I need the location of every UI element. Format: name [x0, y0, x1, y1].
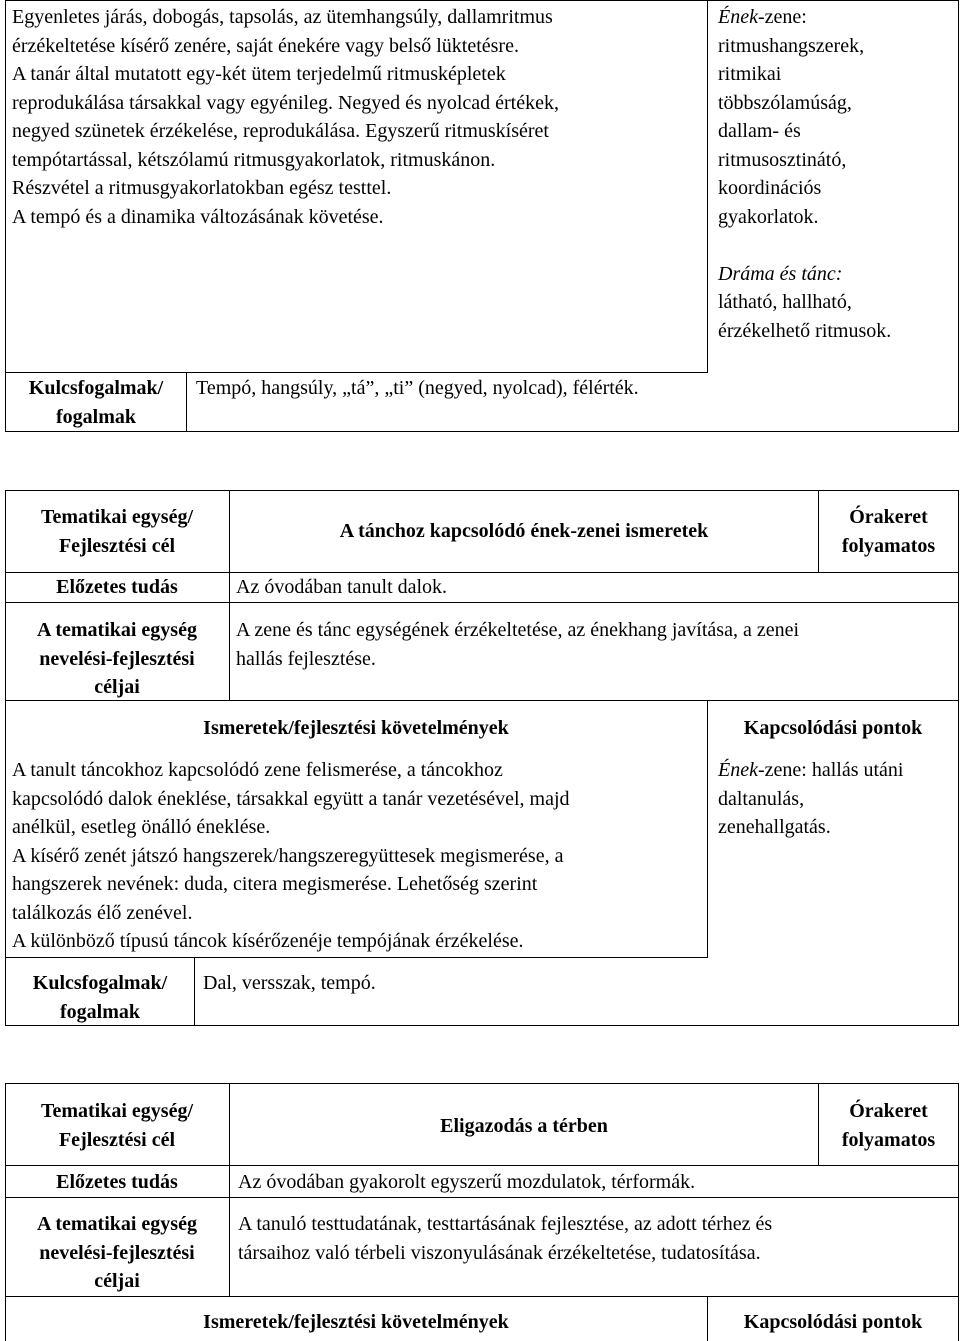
subject-name: Ének	[718, 759, 758, 781]
ismeretek-header: Ismeretek/fejlesztési követelmények	[203, 717, 509, 739]
requirement-line: A tanult táncokhoz kapcsolódó zene felismerése, a táncokhoz	[12, 759, 503, 781]
ismeretek-text	[12, 756, 704, 956]
elozetes-value: Az óvodában tanult dalok.	[236, 576, 448, 598]
tematikai-label: Tematikai egység/ Fejlesztési cél	[40, 1100, 194, 1151]
requirement-line: hangszerek nevének: duda, citera megismerése. Lehetőség szerint	[12, 873, 538, 895]
celjai-value: A zene és tánc egységének érzékeltetése, az énekhang javítása, a zenei hallás fejlesztése.	[236, 619, 800, 670]
connection-line: ritmusosztinátó,	[718, 148, 847, 171]
ismeretek-header: Ismeretek/fejlesztési követelmények	[203, 1311, 509, 1333]
connection-line: érzékelhető ritmusok.	[718, 319, 892, 342]
subject-name: Ének	[718, 6, 758, 28]
connection-line: koordinációs	[718, 177, 822, 199]
celjai-value: A tanuló testtudatának, testtartásának fejlesztése, az adott térhez és társaihoz való térbeli viszonyulásának érzékeltetése, tudatosítása.	[238, 1213, 773, 1264]
requirement-line: tempótartással, kétszólamú ritmusgyakorlatok, ritmuskánon.	[12, 148, 496, 171]
key-concepts-value: Tempó, hangsúly, „tá”, „ti” (negyed, nyolcad), félérték.	[196, 377, 639, 399]
connection-points	[718, 3, 956, 345]
requirement-line: negyed szünetek érzékelése, reprodukálása. Egyszerű ritmuskíséret	[12, 120, 549, 142]
requirement-line: anélkül, esetleg önálló éneklése.	[12, 816, 271, 838]
connection-line: látható, hallható,	[718, 291, 852, 313]
requirement-line: A tempó és a dinamika változásának követése.	[12, 205, 384, 228]
unit-title: Eligazodás a térben	[440, 1115, 608, 1137]
kapcsolodasi-header: Kapcsolódási pontok	[743, 717, 923, 739]
connection-line: ritmushangszerek,	[718, 34, 865, 57]
connection-line: ritmikai	[718, 63, 782, 85]
requirement-line: A különböző típusú táncok kísérőzenéje tempójának érzékelése.	[12, 930, 524, 952]
orakeret: Órakeret folyamatos	[841, 1100, 936, 1151]
key-concepts-label: Kulcsfogalmak/ fogalmak	[28, 377, 164, 428]
requirement-line: Részvétel a ritmusgyakorlatokban egész testtel.	[12, 177, 392, 199]
connection-line: dallam- és	[718, 120, 801, 142]
connection-line: daltanulás,	[718, 787, 805, 810]
requirement-line: érzékeltetése kísérő zenére, saját énekére vagy belső lüktetésre.	[12, 34, 519, 57]
connection-line: többszólamúság,	[718, 91, 852, 114]
requirement-line: Egyenletes járás, dobogás, tapsolás, az ütemhangsúly, dallamritmus	[12, 6, 553, 28]
elozetes-label: Előzetes tudás	[56, 1171, 178, 1193]
requirement-line: A tanár által mutatott egy-két ütem terjedelmű ritmusképletek	[12, 63, 506, 85]
subject-suffix: -zene: hallás utáni	[757, 759, 904, 781]
requirement-line: találkozás élő zenével.	[12, 901, 193, 924]
requirement-line: reprodukálása társakkal vagy egyénileg. Negyed és nyolcad értékek,	[12, 91, 559, 114]
elozetes-value: Az óvodában gyakorolt egyszerű mozdulatok, térformák.	[238, 1171, 696, 1193]
subject-name: Dráma és tánc:	[718, 262, 843, 285]
key-concepts-label: Kulcsfogalmak/ fogalmak	[32, 972, 168, 1023]
kapcsolodasi-header: Kapcsolódási pontok	[743, 1311, 923, 1333]
celjai-label: A tematikai egység nevelési-fejlesztési céljai	[37, 619, 197, 698]
subject-suffix: -zene:	[757, 6, 807, 28]
orakeret: Órakeret folyamatos	[841, 506, 936, 557]
connection-line: gyakorlatok.	[718, 205, 819, 228]
connection-line: zenehallgatás.	[718, 816, 831, 838]
elozetes-label: Előzetes tudás	[56, 576, 178, 598]
requirement-line: A kísérő zenét játszó hangszerek/hangszeregyüttesek megismerése, a	[12, 844, 564, 867]
unit-title: A tánchoz kapcsolódó ének-zenei ismeretek	[339, 520, 709, 542]
celjai-label: A tematikai egység nevelési-fejlesztési céljai	[37, 1213, 197, 1292]
requirement-line: kapcsolódó dalok éneklése, társakkal együtt a tanár vezetésével, majd	[12, 787, 570, 810]
connection-points	[718, 756, 956, 842]
requirements-text	[12, 3, 704, 231]
key-concepts-value: Dal, versszak, tempó.	[203, 972, 376, 994]
tematikai-label: Tematikai egység/ Fejlesztési cél	[40, 506, 194, 557]
